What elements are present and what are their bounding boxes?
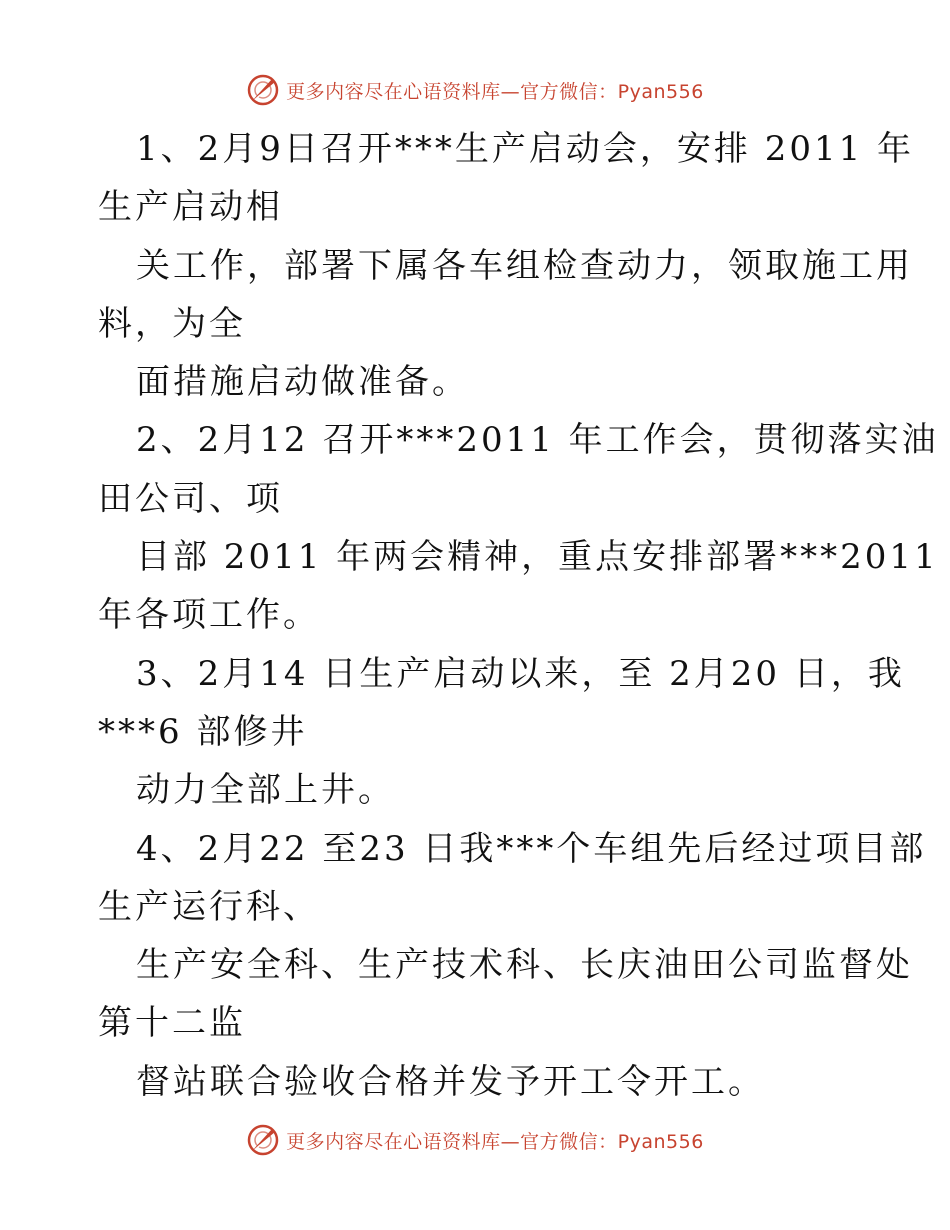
banner-text: 更多内容尽在心语资料库—官方微信：Pyan556 (286, 80, 704, 103)
quill-logo-icon (246, 73, 280, 107)
document-body (98, 120, 939, 1111)
text-line: 动力全部上井。 (136, 770, 395, 811)
text-line: 年各项工作。 (98, 595, 320, 636)
quill-logo-icon (246, 1123, 280, 1157)
text-line: 督站联合验收合格并发予开工令开工。 (136, 1061, 765, 1102)
text-line: 目部 2011 年两会精神，重点安排部署***2011 (136, 537, 939, 578)
text-line: 3、2月14 日生产启动以来，至 2月20 日，我 (136, 653, 905, 694)
text-line: 生产安全科、生产技术科、长庆油田公司监督处 (136, 945, 913, 986)
text-line: 4、2月22 至23 日我***个车组先后经过项目部 (136, 828, 927, 869)
text-line: 生产启动相 (98, 187, 283, 228)
footer-watermark-banner (0, 1120, 950, 1160)
header-watermark-banner (0, 70, 950, 110)
text-line: 田公司、项 (98, 478, 283, 519)
text-line: 料，为全 (98, 303, 246, 344)
text-line: 关工作，部署下属各车组检查动力，领取施工用 (136, 245, 913, 286)
banner-text: 更多内容尽在心语资料库—官方微信：Pyan556 (286, 1130, 704, 1153)
text-line: 第十二监 (98, 1003, 246, 1044)
text-line: ***6 部修井 (98, 711, 308, 752)
text-line: 面措施启动做准备。 (136, 362, 469, 403)
text-line: 生产运行科、 (98, 886, 320, 927)
text-line: 1、2月9日召开***生产启动会，安排 2011 年 (136, 129, 915, 169)
text-line: 2、2月12 召开***2011 年工作会，贯彻落实油 (136, 420, 939, 461)
